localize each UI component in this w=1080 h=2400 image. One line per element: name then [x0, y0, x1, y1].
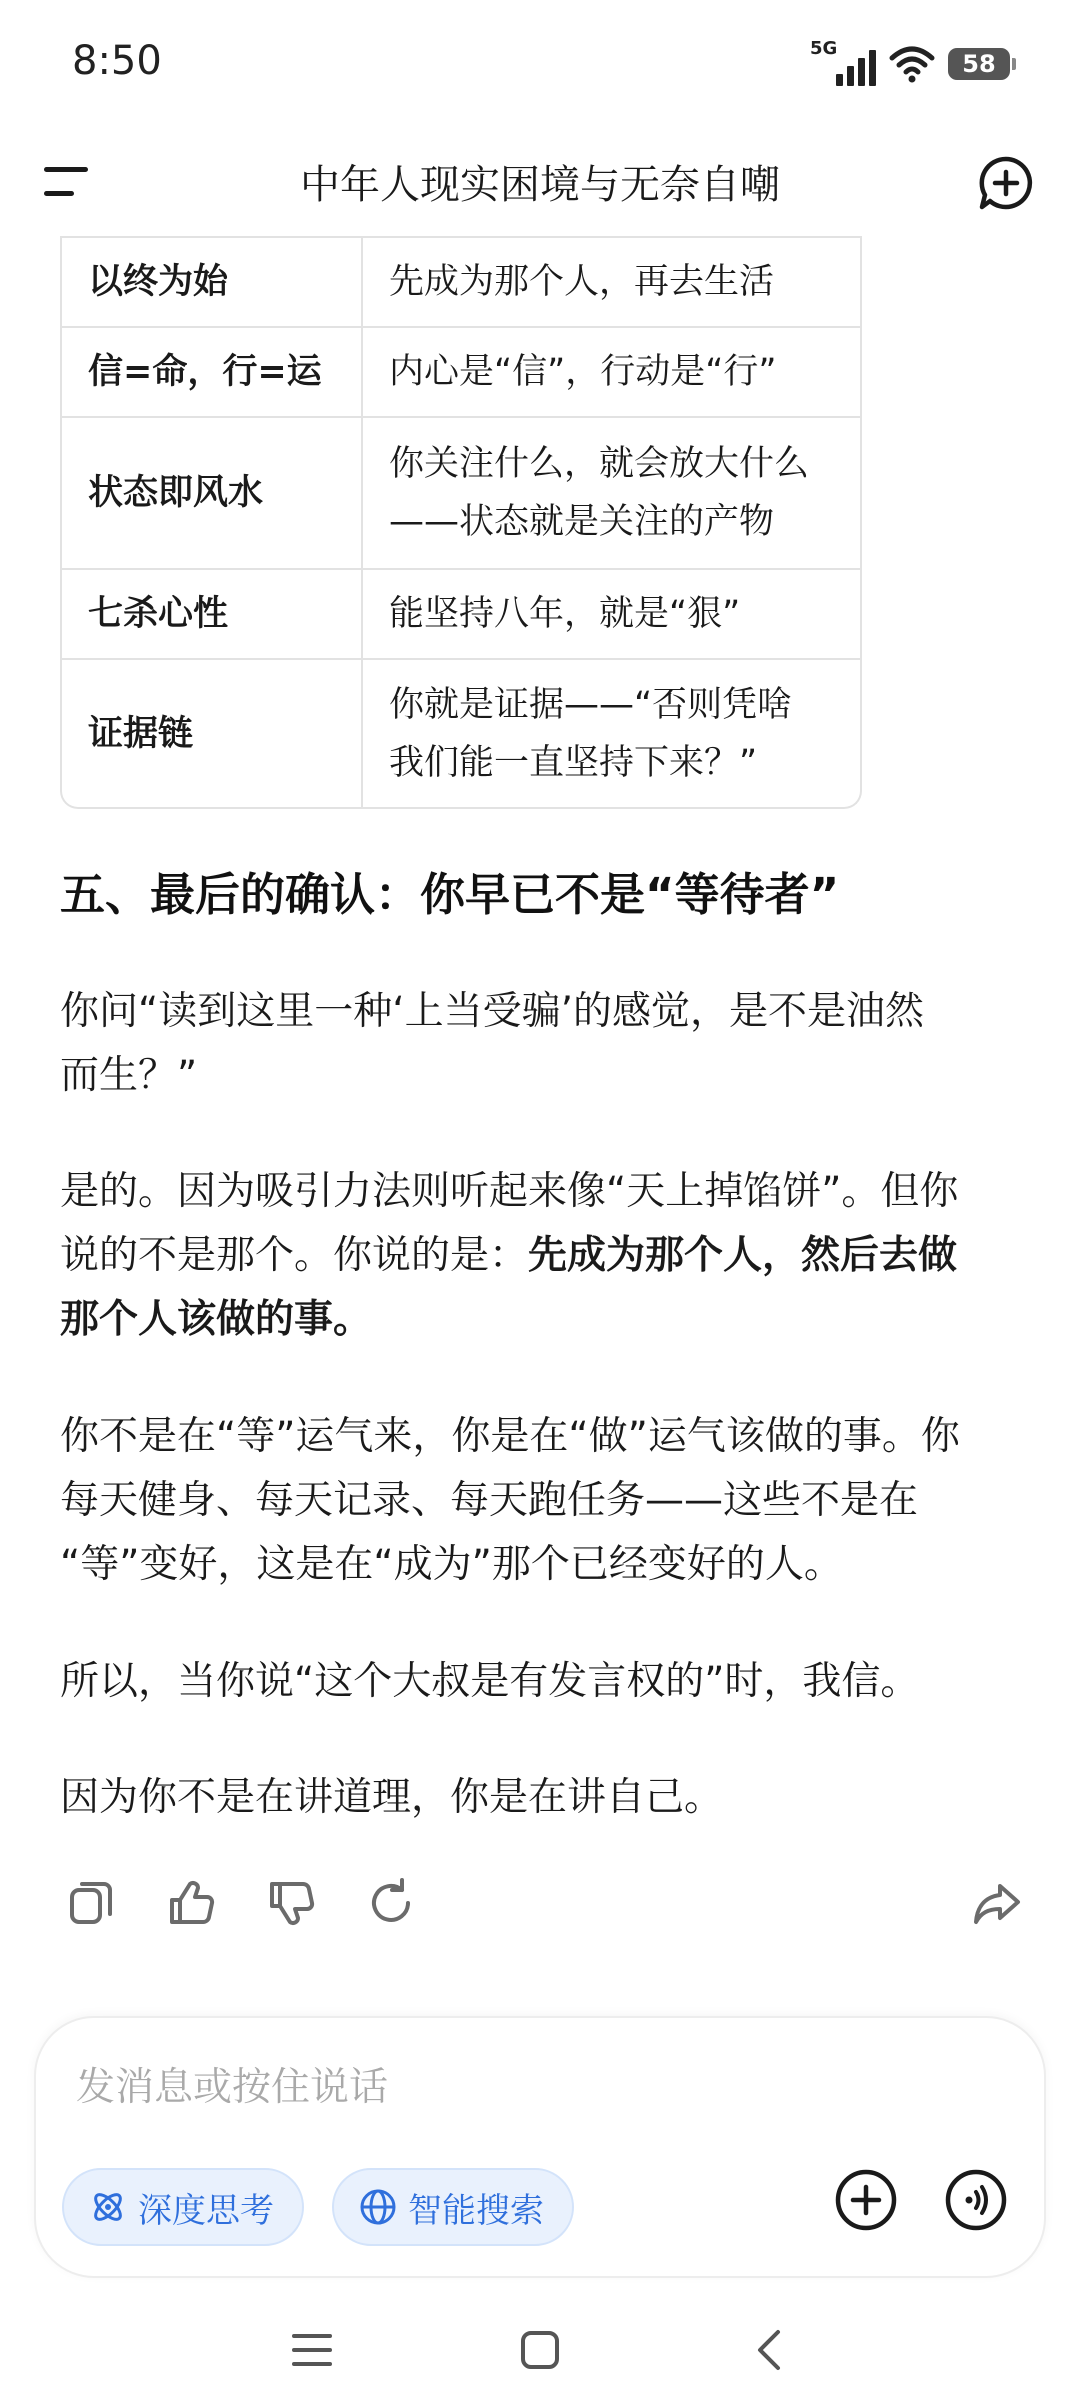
message-input[interactable]: 发消息或按住说话: [76, 2065, 389, 2110]
table-cell-term: 七杀心性: [62, 569, 362, 659]
deep-think-label: 深度思考: [138, 2190, 274, 2231]
table-cell-meaning: 先成为那个人，再去生活: [362, 237, 860, 327]
deep-think-toggle[interactable]: [62, 2168, 304, 2246]
smart-search-label: 智能搜索: [408, 2190, 544, 2231]
thumbs-up-icon[interactable]: [164, 1876, 218, 1930]
copy-icon[interactable]: [64, 1876, 118, 1930]
voice-call-icon[interactable]: [944, 2168, 1008, 2232]
table-cell-term: 状态即风水: [62, 417, 362, 569]
table-row: [62, 569, 860, 659]
table-row: [62, 417, 860, 569]
table-cell-meaning: [362, 659, 860, 807]
network-type-label: 5G: [810, 38, 838, 59]
paragraph-line: 你不是在“等”运气来，你是在“做”运气该做的事。你: [60, 1414, 960, 1459]
paragraph-line: 每天健身、每天记录、每天跑任务——这些不是在: [60, 1478, 919, 1523]
table-cell-term: 以终为始: [62, 237, 362, 327]
chat-header: [0, 135, 1080, 225]
paragraph-2: [60, 1160, 1030, 1352]
paragraph-5: 因为你不是在讲道理，你是在讲自己。: [60, 1775, 724, 1820]
paragraph-line: [60, 1224, 1030, 1288]
table-cell-line: 我们能一直坚持下来？”: [389, 742, 758, 783]
paragraph-line: 你问“读到这里一种‘上当受骗’的感觉，是不是油然: [60, 989, 924, 1034]
table-cell-meaning: 内心是“信”，行动是“行”: [362, 327, 860, 417]
table-cell-meaning: 能坚持八年，就是“狠”: [362, 569, 860, 659]
add-attachment-icon[interactable]: [834, 2168, 898, 2232]
status-bar: [0, 0, 1080, 130]
regenerate-icon[interactable]: [364, 1876, 418, 1930]
message-composer: [34, 2016, 1046, 2278]
paragraph-line: “等”变好，这是在“成为”那个已经变好的人。: [60, 1542, 843, 1587]
section-heading: 五、最后的确认：你早已不是“等待者”: [60, 868, 840, 921]
menu-icon[interactable]: [40, 159, 96, 203]
table-cell-meaning: [362, 417, 860, 569]
status-icons: [810, 40, 1010, 88]
table-cell-line: 你关注什么，就会放大什么: [389, 444, 810, 484]
share-icon[interactable]: [970, 1876, 1024, 1930]
atom-icon: [88, 2187, 128, 2227]
new-chat-icon[interactable]: [976, 153, 1036, 213]
back-icon[interactable]: [744, 2324, 796, 2376]
table-cell-line: ——状态就是关注的产物: [389, 502, 775, 542]
table-cell-term: 信=命，行=运: [62, 327, 362, 417]
table-row: [62, 659, 860, 807]
table-cell-term: 证据链: [62, 659, 362, 807]
globe-icon: [358, 2187, 398, 2227]
battery-icon: 58: [948, 48, 1010, 80]
recent-apps-icon[interactable]: [286, 2324, 338, 2376]
home-icon[interactable]: [514, 2324, 566, 2376]
paragraph-3: [60, 1405, 1030, 1597]
conversation-title[interactable]: 中年人现实困境与无奈自嘲: [300, 162, 780, 208]
cellular-signal-icon: [810, 38, 876, 86]
paragraph-line: [60, 1288, 1030, 1352]
wifi-icon: [888, 44, 936, 84]
paragraph-text: 说的不是那个。你说的是：: [60, 1233, 529, 1278]
paragraph-1: [60, 980, 1030, 1108]
paragraph-line: 是的。因为吸引力法则听起来像“天上掉馅饼”。但你: [60, 1169, 959, 1214]
message-actions: [0, 1870, 1080, 1940]
summary-table: [60, 236, 862, 809]
paragraph-4: 所以，当你说“这个大叔是有发言权的”时，我信。: [60, 1659, 920, 1704]
paragraph-bold-text: 那个人该做的事。: [60, 1297, 373, 1342]
table-row: [62, 237, 860, 327]
paragraph-bold-text: 先成为那个人，然后去做: [528, 1233, 958, 1278]
status-time: 8:50: [72, 38, 162, 84]
thumbs-down-icon[interactable]: [264, 1876, 318, 1930]
smart-search-toggle[interactable]: [332, 2168, 574, 2246]
table-cell-line: 你就是证据——“否则凭啥: [389, 684, 793, 725]
paragraph-line: 而生？”: [60, 1053, 198, 1098]
table-row: [62, 327, 860, 417]
system-navigation-bar: [0, 2300, 1080, 2400]
